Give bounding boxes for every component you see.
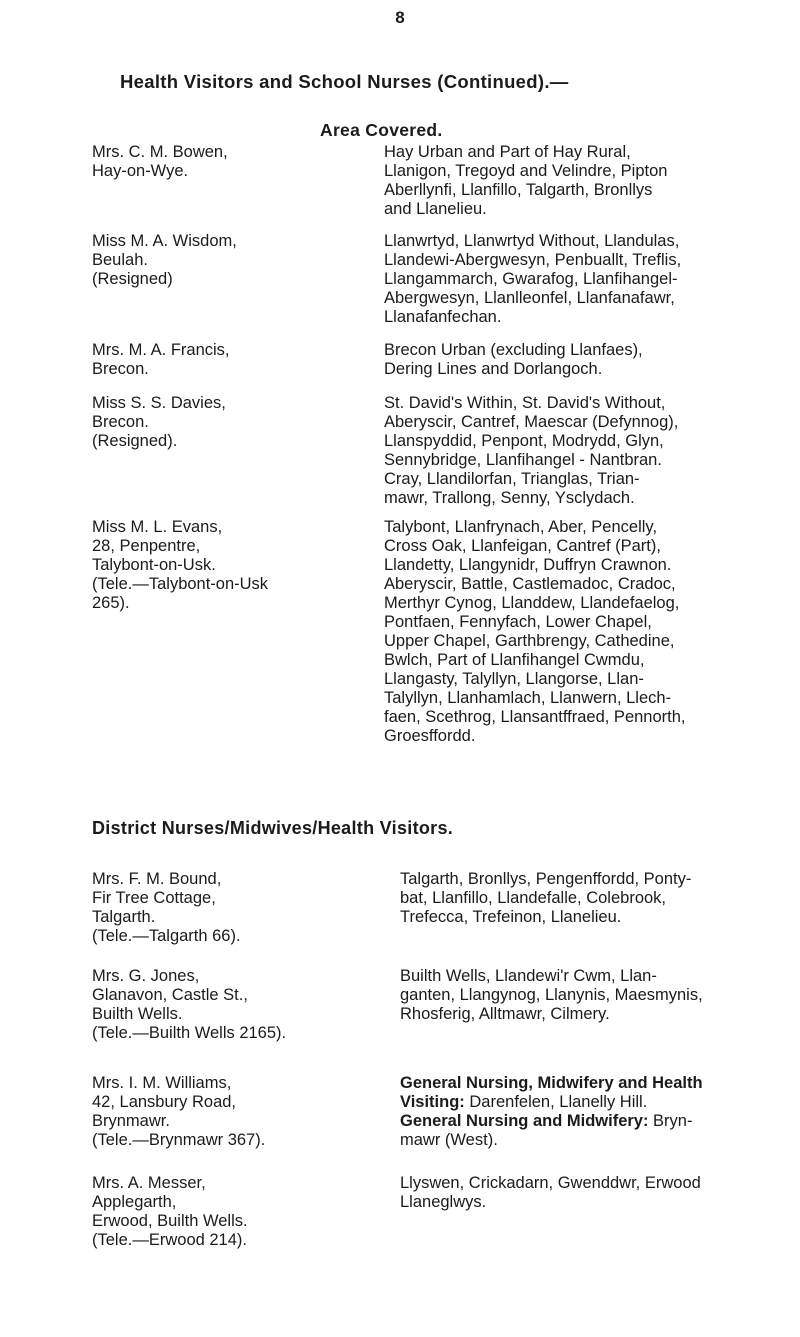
person-entry: Mrs. F. M. Bound, Fir Tree Cottage, Talgarth. (Tele.—Talgarth 66). (92, 870, 241, 945)
area-text: mawr (West). (400, 1131, 498, 1149)
area-entry: Talybont, Llanfrynach, Aber, Pencelly, Cross Oak, Llanfeigan, Cantref (Part), Llandetty, Llangynidr, Duffryn Crawnon. Aberyscir, Battle, Castlemadoc, Cradoc, Merthyr Cynog, Llanddew, Llandefaelog, Pontfaen, Fennyfach, Lower Chapel, Upper Chapel, Garthbrengy, Cathedine, Bwlch, Part of Llanfihangel Cwmdu, Llangasty, Talyllyn, Llangorse, Llan- Talyllyn, Llanhamlach, Llanwern, Llech- faen, Scethrog, Llansantffraed, Pennorth, Groesffordd. (384, 518, 686, 745)
person-entry: Miss M. A. Wisdom, Beulah. (Resigned) (92, 232, 237, 288)
area-text: Bryn- (648, 1112, 693, 1130)
area-covered-heading: Area Covered. (320, 120, 443, 140)
area-entry: Llyswen, Crickadarn, Gwenddwr, Erwood Llaneglwys. (400, 1174, 701, 1211)
area-bold-text: General Nursing and Midwifery: (400, 1112, 649, 1130)
person-entry: Mrs. C. M. Bowen, Hay-on-Wye. (92, 143, 228, 180)
person-entry: Mrs. M. A. Francis, Brecon. (92, 341, 230, 378)
page-heading: Health Visitors and School Nurses (Continued).— (120, 71, 569, 92)
area-entry: St. David's Within, St. David's Without, Aberyscir, Cantref, Maescar (Defynnog), Llanspyddid, Penpont, Modrydd, Glyn, Sennybridge, Llanfihangel - Nantbran. Cray, Llandilorfan, Trianglas, Trian- mawr, Trallong, Senny, Ysclydach. (384, 394, 679, 507)
area-bold-text: Visiting: (400, 1093, 465, 1111)
person-entry: Miss M. L. Evans, 28, Penpentre, Talybont-on-Usk. (Tele.—Talybont-on-Usk 265). (92, 518, 269, 612)
area-entry: Talgarth, Bronllys, Pengenffordd, Ponty- bat, Llanfillo, Llandefalle, Colebrook, Trefecca, Trefeinon, Llanelieu. (400, 870, 692, 926)
district-heading: District Nurses/Midwives/Health Visitors. (92, 818, 454, 838)
person-entry: Mrs. G. Jones, Glanavon, Castle St., Builth Wells. (Tele.—Builth Wells 2165). (92, 967, 287, 1042)
area-entry (400, 1074, 730, 1150)
page-number: 8 (395, 8, 405, 27)
area-entry: Hay Urban and Part of Hay Rural, Llanigon, Tregoyd and Velindre, Pipton Aberllynfi, Llanfillo, Talgarth, Bronllys and Llanelieu. (384, 143, 668, 218)
area-entry: Llanwrtyd, Llanwrtyd Without, Llandulas, Llandewi-Abergwesyn, Penbuallt, Treflis, Llangammarch, Gwarafog, Llanfihangel- Abergwesyn, Llanlleonfel, Llanfanafawr, Llanafanfechan. (384, 232, 682, 326)
area-entry: Brecon Urban (excluding Llanfaes), Dering Lines and Dorlangoch. (384, 341, 643, 378)
person-entry: Mrs. I. M. Williams, 42, Lansbury Road, Brynmawr. (Tele.—Brynmawr 367). (92, 1074, 266, 1149)
person-entry: Miss S. S. Davies, Brecon. (Resigned). (92, 394, 226, 450)
person-entry: Mrs. A. Messer, Applegarth, Erwood, Builth Wells. (Tele.—Erwood 214). (92, 1174, 248, 1249)
area-entry: Builth Wells, Llandewi'r Cwm, Llan- ganten, Llangynog, Llanynis, Maesmynis, Rhosferig, Alltmawr, Cilmery. (400, 967, 703, 1023)
area-bold-text: General Nursing, Midwifery and Health (400, 1074, 703, 1092)
area-text: Darenfelen, Llanelly Hill. (464, 1093, 648, 1111)
